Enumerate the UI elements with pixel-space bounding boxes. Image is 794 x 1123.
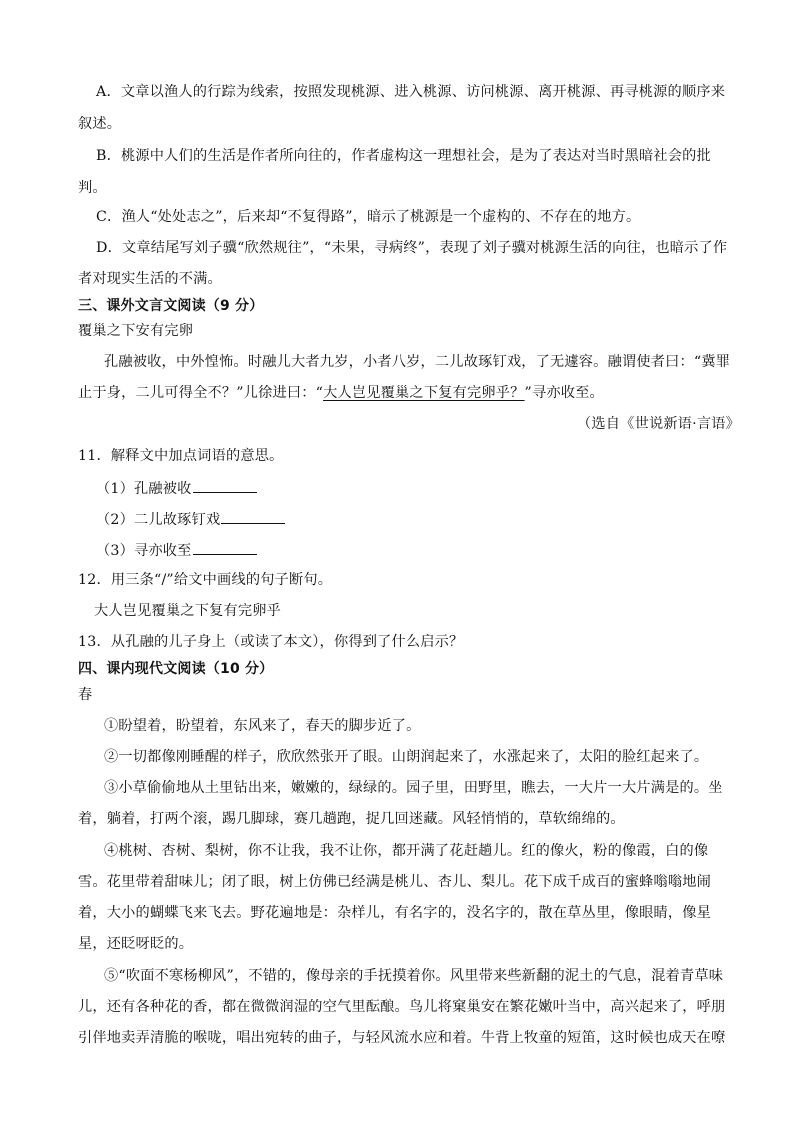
question-11-item-3 [96,540,257,561]
section-3-heading: 三、课外文言文阅读（9 分） [78,298,264,314]
paragraph-5-line-1: ⑤“吹面不寒杨柳风”，不错的，像母亲的手抚摸着你。风里带来些新翻的泥土的气息，混着青草味 [104,968,724,984]
paragraph-5-line-3: 引伴地卖弄清脆的喉咙，唱出宛转的曲子，与轻风流水应和着。牛背上牧童的短笛，这时候也成天在嘹 [78,1030,726,1046]
question-12: 12．用三条“/”给文中画线的句子断句。 [78,572,333,588]
option-b-line-1: B．桃源中人们的生活是作者所向往的，作者虚构这一理想社会，是为了表达对当时黑暗社会的批 [96,148,711,164]
classical-text-title: 覆巢之下安有完卵 [78,323,194,339]
question-13: 13．从孔融的儿子身上（或读了本文），你得到了什么启示？ [78,634,464,650]
paragraph-3-line-2: 着，躺着，打两个滚，踢几脚球，赛几趟跑，捉几回迷藏。风轻悄悄的，草软绵绵的。 [78,811,625,827]
paragraph-2: ②一切都像刚睡醒的样子，欣欣然张开了眼。山朗润起来了，水涨起来了，太阳的脸红起来了。 [104,749,709,765]
paragraph-3-line-1: ③小草偷偷地从土里钻出来，嫩嫩的，绿绿的。园子里，田野里，瞧去，一大片一大片满是的。坐 [104,780,723,796]
paragraph-4-line-4: 星，还眨呀眨的。 [78,936,194,952]
question-11-item-1 [96,478,257,499]
option-c-line-1: C．渔人“处处志之”，后来却“不复得路”，暗示了桃源是一个虚构的、不存在的地方。 [96,209,641,225]
paragraph-5-line-2: 儿，还有各种花的香，都在微微润湿的空气里酝酿。鸟儿将窠巢安在繁花嫩叶当中，高兴起来了，呼朋 [78,999,726,1015]
question-11-item-1-label: （1）孔融被收 [96,481,192,497]
source-citation: （选自《世说新语·言语》 [577,416,740,432]
option-d-line-2: 者对现实生活的不满。 [78,271,222,287]
answer-blank-2[interactable] [221,509,285,524]
classical-text-post: ”寻亦收至。 [524,385,604,401]
paragraph-1: ①盼望着，盼望着，东风来了，春天的脚步近了。 [104,718,421,734]
underlined-sentence: 大人岂见覆巢之下复有完卵乎？ [323,385,525,401]
option-b-line-2: 判。 [78,180,107,196]
option-a-line-2: 叙述。 [78,116,122,132]
paragraph-4-line-2: 雪。花里带着甜味儿；闭了眼，树上仿佛已经满是桃儿、杏儿、梨儿。花下成千成百的蜜蜂嗡嗡地闹 [78,874,712,890]
paragraph-4-line-3: 着，大小的蝴蝶飞来飞去。野花遍地是：杂样儿，有名字的，没名字的，散在草丛里，像眼睛，像星 [78,905,712,921]
section-4-heading: 四、课内现代文阅读（10 分） [78,661,274,677]
question-11-item-2-label: （2）二儿故琢钉戏 [96,512,221,528]
classical-text-line-2 [78,383,604,403]
classical-text-pre: 止于身，二儿可得全不？”儿徐进曰：“ [78,385,324,401]
paragraph-4-line-1: ④桃树、杏树、梨树，你不让我，我不让你，都开满了花赶趟儿。红的像火，粉的像霞，白的像 [104,843,709,859]
question-12-sentence: 大人岂见覆巢之下复有完卵乎 [94,603,282,619]
question-11: 11．解释文中加点词语的意思。 [78,448,284,464]
answer-blank-3[interactable] [193,540,257,555]
answer-blank-1[interactable] [193,478,257,493]
classical-text-line-1: 孔融被收，中外惶怖。时融儿大者九岁，小者八岁，二儿故琢钉戏，了无遽容。融谓使者曰：“冀罪 [104,354,731,370]
question-11-item-2 [96,509,285,530]
question-11-item-3-label: （3）寻亦收至 [96,543,192,559]
option-a-line-1: A．文章以渔人的行踪为线索，按照发现桃源、进入桃源、访问桃源、离开桃源、再寻桃源的顺序来 [96,84,726,100]
option-d-line-1: D．文章结尾写刘子骥“欣然规往”，“未果，寻病终”，表现了刘子骥对桃源生活的向往，也暗示了作 [96,240,728,256]
modern-text-title: 春 [78,687,93,703]
